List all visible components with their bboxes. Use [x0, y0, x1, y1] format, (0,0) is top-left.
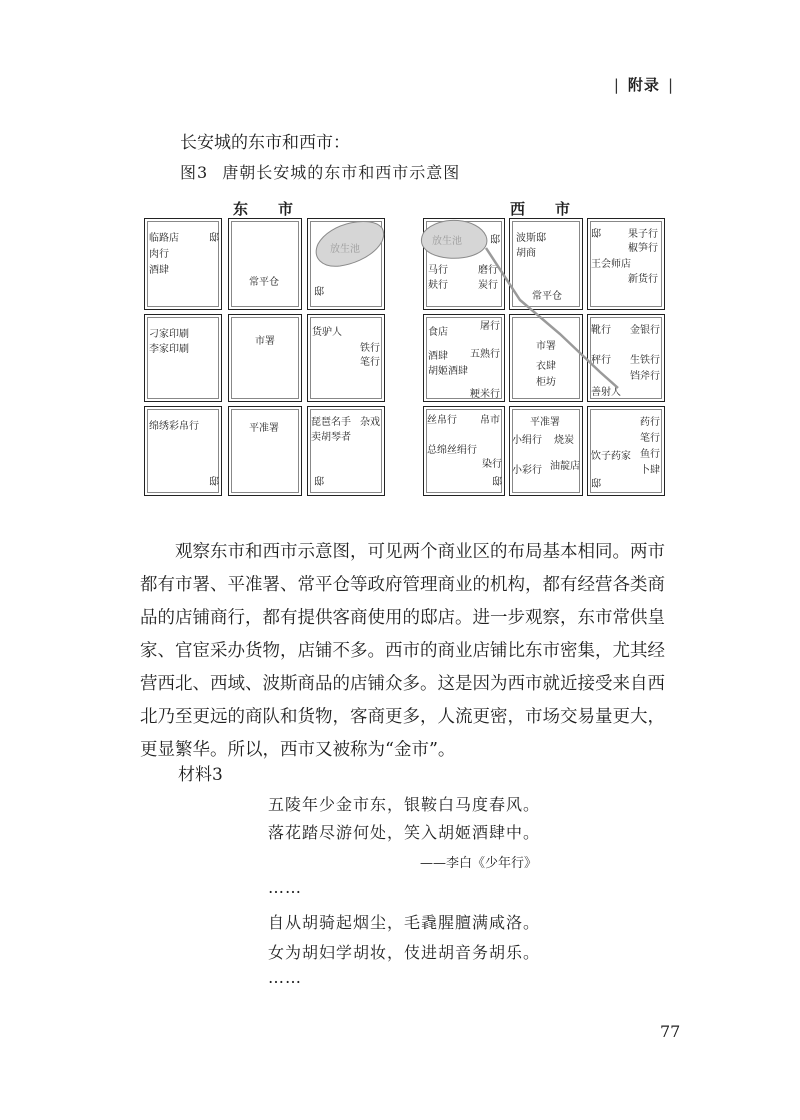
figure-title: 唐朝长安城的东市和西市示意图	[222, 163, 461, 182]
east-pond-label: 放生池	[330, 244, 360, 255]
west-b7-label: 染行	[482, 459, 502, 470]
paragraph-line: 更显繁华。所以，西市又被称为“金市”。	[140, 740, 456, 760]
header-divider: |	[667, 76, 674, 94]
west-b5-label: 市署	[536, 341, 556, 352]
poem-line: 五陵年少金市东，银鞍白马度春风。	[268, 795, 541, 814]
intro-text: 长安城的东市和西市：	[180, 133, 350, 153]
east-b6-label: 货驴人	[312, 327, 342, 338]
ellipsis: ……	[268, 968, 302, 987]
paragraph-line: 营西北、西域、波斯商品的店铺众多。这是因为西市就近接受来自西	[140, 674, 665, 694]
west-b6-label: 善射人	[591, 387, 621, 398]
east-b5-label: 市署	[255, 336, 275, 347]
header-section: 附录	[627, 76, 660, 94]
east-b6-label: 铁行	[360, 343, 380, 354]
west-b9-label: 药行	[640, 417, 660, 428]
west-b3-label: 果子行	[628, 229, 658, 240]
west-pond-label: 放生池	[432, 236, 462, 247]
west-b2-label: 常平仓	[532, 291, 562, 302]
paragraph-line: 品的店铺商行，都有提供客商使用的邸店。进一步观察，东市常供皇	[140, 608, 665, 628]
poem-line: 女为胡妇学胡妆，伎进胡音务胡乐。	[268, 943, 541, 962]
material-heading: 材料3	[178, 765, 223, 785]
east-b1-label: 酒肆	[149, 265, 169, 276]
poem-attribution: ——李白《少年行》	[420, 856, 538, 871]
west-b3-label: 王会师店	[591, 259, 631, 270]
west-b7-label: 总绵丝绢行	[427, 445, 477, 456]
east-b1-label: 临路店	[149, 233, 179, 244]
west-b9-label: 卜肆	[640, 465, 660, 476]
east-b9-label: 卖胡琴者	[311, 432, 351, 443]
west-b5-label: 衣肆	[536, 361, 556, 372]
west-b9-label: 饮子药家	[591, 451, 631, 462]
west-b4-label: 屠行	[480, 321, 500, 332]
east-b1-label: 肉行	[149, 249, 169, 260]
west-b5-label: 柜坊	[536, 377, 556, 388]
paragraph-line: 都有市署、平准署、常平仓等政府管理商业的机构，都有经营各类商	[140, 575, 665, 595]
west-b8-label: 小彩行	[512, 465, 542, 476]
west-b2-label: 胡商	[516, 248, 536, 259]
west-b8-label: 烧炭	[554, 435, 574, 446]
west-b6-label: 金银行	[630, 325, 660, 336]
west-b1-label: 邸	[490, 235, 500, 246]
west-b4-label: 五熟行	[470, 349, 500, 360]
west-b1-label: 磨行	[478, 265, 498, 276]
east-b9-label: 邸	[314, 477, 324, 488]
east-b8-label: 平准署	[249, 423, 279, 434]
west-b7-label: 帛市	[480, 415, 500, 426]
east-b7-label: 邸	[209, 477, 219, 488]
west-b6-label: 铛斧行	[630, 371, 660, 382]
figure-number: 图3	[180, 163, 209, 182]
west-b3-label: 新货行	[628, 274, 658, 285]
east-b1-label: 邸	[209, 233, 219, 244]
west-b4-label: 酒肆	[428, 351, 448, 362]
west-b4-label: 胡姬酒肆	[428, 366, 468, 377]
paragraph-line: 观察东市和西市示意图，可见两个商业区的布局基本相同。两市	[175, 542, 665, 562]
west-b8-label: 油靛店	[550, 461, 580, 472]
east-b9-label: 琵琶名手	[311, 417, 351, 428]
east-b9-label: 杂戏	[360, 417, 380, 428]
ellipsis: ……	[268, 878, 302, 897]
west-b9-label: 笔行	[640, 433, 660, 444]
west-b4-label: 食店	[428, 327, 448, 338]
west-b1-label: 麸行	[428, 280, 448, 291]
east-b4-label: 刁家印刷	[149, 329, 189, 340]
east-b6-label: 笔行	[360, 357, 380, 368]
west-b3-label: 邸	[591, 229, 601, 240]
west-b3-label: 椒笋行	[628, 243, 658, 254]
west-b4-label: 粳米行	[470, 389, 500, 400]
canal-line	[486, 248, 618, 388]
west-b2-label: 波斯邸	[516, 233, 546, 244]
east-b7-label: 绵绣彩帛行	[149, 421, 199, 432]
west-b1-label: 炭行	[478, 280, 498, 291]
body-paragraph	[140, 536, 670, 767]
paragraph-line: 北乃至更远的商队和货物，客商更多，人流更密，市场交易量更大，	[140, 707, 665, 727]
page-number: 77	[660, 1022, 681, 1041]
paragraph-line: 家、官宦采办货物，店铺不多。西市的商业店铺比东市密集，尤其经	[140, 641, 665, 661]
header-divider: |	[613, 76, 620, 94]
west-b8-label: 平准署	[530, 417, 560, 428]
west-b7-label: 丝帛行	[427, 415, 457, 426]
east-market-title: 东市	[233, 200, 324, 218]
west-b7-label: 邸	[492, 477, 502, 488]
west-b9-label: 邸	[591, 479, 601, 490]
east-b3-label: 邸	[314, 287, 324, 298]
west-b6-label: 秤行	[591, 355, 611, 366]
west-b6-label: 靴行	[591, 325, 611, 336]
poem-line: 落花踏尽游何处，笑入胡姬酒肆中。	[268, 823, 541, 842]
poem-line: 自从胡骑起烟尘，毛毳腥膻满咸洛。	[268, 913, 541, 932]
east-b4-label: 李家印刷	[149, 344, 189, 355]
west-b1-label: 马行	[428, 265, 448, 276]
west-market-title: 西市	[510, 200, 601, 218]
east-b2-label: 常平仓	[249, 277, 279, 288]
west-b6-label: 生铁行	[630, 355, 660, 366]
west-b9-label: 鱼行	[640, 449, 660, 460]
west-b8-label: 小绢行	[512, 435, 542, 446]
